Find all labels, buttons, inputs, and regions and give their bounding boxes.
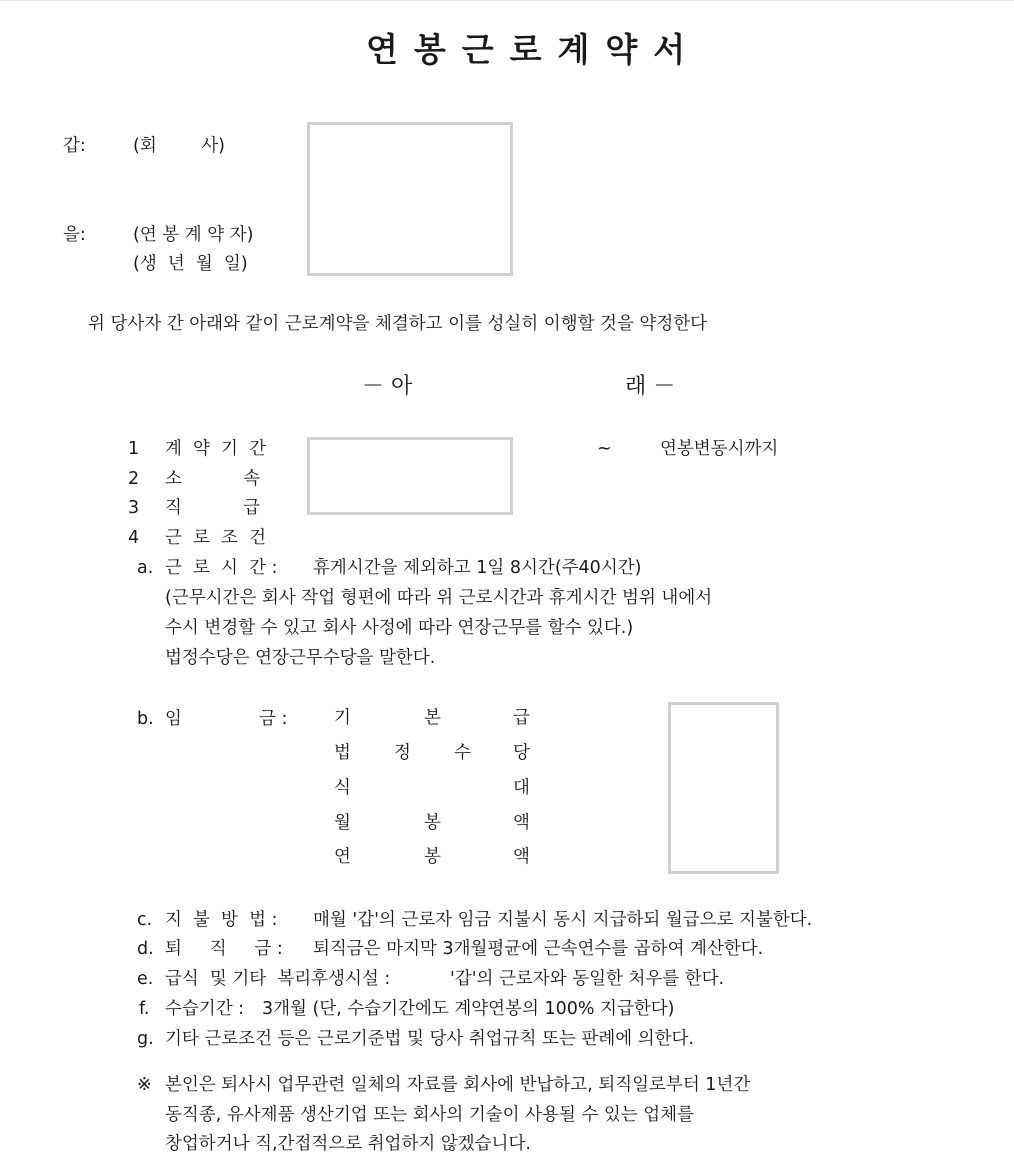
work-hours-note-line: (근무시간은 회사 작업 형편에 따라 위 근로시간과 휴게시간 범위 내에서 — [165, 588, 713, 608]
term-label-welfare: 급식 및 기타 복리후생시설 : — [165, 969, 391, 989]
term-marker: d. — [137, 939, 154, 959]
term-label-severance: 퇴 직 금 : — [165, 939, 283, 959]
item-number: 3 — [128, 498, 140, 518]
wage-row-char: 대 — [513, 778, 530, 798]
term-text-other-conditions: 기타 근로조건 등은 근로기준법 및 당사 취업규칙 또는 판례에 의한다. — [165, 1029, 694, 1049]
item-number: 2 — [128, 469, 140, 489]
wage-row-char: 액 — [513, 847, 530, 867]
wage-marker: b. — [137, 709, 154, 729]
below-heading-left: － 아 — [362, 374, 413, 399]
term-marker: e. — [137, 969, 154, 989]
work-hours-note-line: 법정수당은 연장근무수당을 말한다. — [165, 648, 436, 668]
wage-row-char: 식 — [334, 778, 351, 798]
wage-row-char: 봉 — [424, 847, 441, 867]
party-info-box[interactable] — [307, 122, 513, 276]
party-gap-label: 갑: — [63, 136, 86, 156]
wage-label-right: 금 : — [259, 709, 288, 729]
work-hours-label: 근 로 시 간 : — [165, 558, 278, 578]
party-eul-contractor: (연 봉 계 약 자) — [133, 225, 254, 245]
party-gap-company: (회 사) — [133, 136, 225, 156]
contract-period-until: 연봉변동시까지 — [660, 439, 779, 459]
top-border-line — [0, 0, 1014, 1]
term-label-probation: 수습기간 : — [165, 999, 245, 1019]
term-marker: f. — [139, 999, 150, 1019]
term-text-probation: 3개월 (단, 수습기간에도 계약연봉의 100% 지급한다) — [262, 999, 675, 1019]
term-text-severance: 퇴직금은 마지막 3개월평균에 근속연수를 곱하여 계산한다. — [313, 939, 764, 959]
contract-details-box[interactable] — [307, 437, 513, 515]
wage-row-char: 액 — [513, 813, 530, 833]
wage-row-char: 당 — [513, 743, 530, 763]
item-number: 4 — [128, 528, 140, 548]
term-marker: c. — [137, 910, 153, 930]
wage-row-char: 봉 — [424, 813, 441, 833]
term-text-payment-method: 매월 '갑'의 근로자 임금 지불시 동시 지급하되 월급으로 지불한다. — [313, 910, 813, 930]
wage-row-char: 법 — [334, 743, 351, 763]
party-eul-label: 을: — [63, 225, 86, 245]
notice-reference-mark: ※ — [137, 1075, 152, 1095]
work-hours-note-line: 수시 변경할 수 있고 회사 사정에 따라 연장근무를 할수 있다.) — [165, 618, 634, 638]
notice-line: 본인은 퇴사시 업무관련 일체의 자료를 회사에 반납하고, 퇴직일로부터 1년간 — [165, 1075, 751, 1095]
page-title: 연봉근로계약서 — [366, 30, 702, 69]
item-label-position: 직 급 — [165, 498, 261, 518]
work-hours-text: 휴게시간을 제외하고 1일 8시간(주40시간) — [313, 558, 642, 578]
contract-period-tilde: ~ — [597, 439, 612, 459]
wage-amount-box[interactable] — [668, 702, 779, 874]
wage-row-char: 정 — [394, 743, 411, 763]
wage-row-char: 연 — [334, 847, 351, 867]
item-label-contract-period: 계 약 기 간 — [165, 439, 266, 459]
term-label-payment-method: 지 불 방 법 : — [165, 910, 278, 930]
term-marker: g. — [137, 1029, 154, 1049]
work-hours-marker: a. — [137, 558, 154, 578]
wage-row-char: 월 — [334, 813, 351, 833]
term-text-welfare: '갑'의 근로자와 동일한 처우를 한다. — [450, 969, 725, 989]
wage-label-left: 임 — [165, 709, 182, 729]
item-label-working-conditions: 근 로 조 건 — [165, 528, 266, 548]
below-heading-right: 래 － — [625, 374, 676, 399]
item-label-department: 소 속 — [165, 469, 261, 489]
party-eul-birthdate: (생 년 월 일) — [133, 254, 248, 274]
notice-line: 창업하거나 직,간접적으로 취업하지 않겠습니다. — [165, 1134, 531, 1154]
item-number: 1 — [128, 439, 140, 459]
notice-line: 동직종, 유사제품 생산기업 또는 회사의 기술이 사용될 수 있는 업체를 — [165, 1105, 694, 1125]
intro-sentence: 위 당사자 간 아래와 같이 근로계약을 체결하고 이를 성실히 이행할 것을 약정한다 — [88, 314, 708, 334]
wage-row-char: 수 — [454, 743, 471, 763]
wage-row-char: 기 — [334, 708, 351, 728]
wage-row-char: 본 — [424, 708, 441, 728]
wage-row-char: 급 — [513, 708, 530, 728]
